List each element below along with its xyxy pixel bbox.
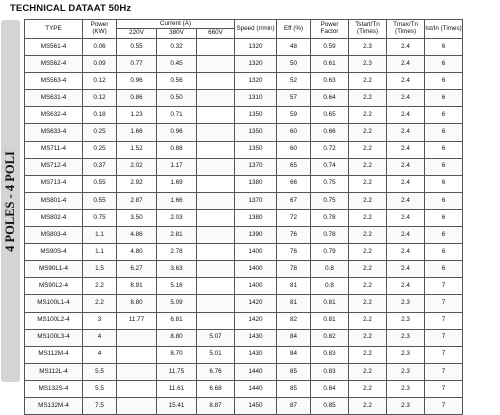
table-cell: 1400: [235, 244, 277, 261]
table-cell: 6: [425, 175, 463, 192]
table-cell: 2.2: [83, 295, 117, 312]
table-row: [25, 73, 497, 90]
table-cell: 2.3: [387, 363, 425, 380]
table-cell: MS713-4: [25, 175, 83, 192]
table-cell: 2.4: [387, 192, 425, 209]
table-cell: 0.83: [311, 363, 349, 380]
table-cell: 2.3: [349, 39, 387, 56]
table-cell: [197, 107, 235, 124]
table-cell: [197, 312, 235, 329]
table-cell: 2.2: [349, 397, 387, 414]
table-cell: 3.63: [157, 261, 197, 278]
table-cell: 6: [425, 261, 463, 278]
table-cell: 7: [425, 278, 463, 295]
table-cell: 0.75: [311, 192, 349, 209]
header-tstart: Tstart/Tn (Times): [349, 20, 387, 39]
table-cell: 1320: [235, 73, 277, 90]
table-cell: 2.03: [157, 209, 197, 226]
table-cell: 2.4: [387, 73, 425, 90]
table-cell: 1.1: [83, 227, 117, 244]
table-cell: 7: [425, 312, 463, 329]
table-cell: 6.76: [197, 363, 235, 380]
table-cell: 2.4: [387, 124, 425, 141]
table-cell: 3: [83, 312, 117, 329]
table-cell: 5.16: [157, 278, 197, 295]
table-cell: 5.5: [83, 363, 117, 380]
table-cell: 0.32: [157, 39, 197, 56]
table-row: [25, 158, 497, 175]
table-cell: 1370: [235, 192, 277, 209]
technical-data-table: [24, 19, 497, 415]
header-tmax: Tmax/Tn (Times): [387, 20, 425, 39]
table-cell: 6: [425, 227, 463, 244]
table-cell: 2.2: [349, 329, 387, 346]
table-cell: 1420: [235, 312, 277, 329]
table-cell: 0.78: [311, 227, 349, 244]
table-cell: MS100L2-4: [25, 312, 83, 329]
table-cell: MS90S-4: [25, 244, 83, 261]
table-row: [25, 141, 497, 158]
table-cell: [117, 346, 157, 363]
table-cell: 2.2: [349, 227, 387, 244]
table-cell: 76: [277, 227, 311, 244]
table-cell: 84: [277, 346, 311, 363]
table-cell: [197, 124, 235, 141]
table-row: [25, 192, 497, 209]
table-cell: [197, 141, 235, 158]
table-cell: MS801-4: [25, 192, 83, 209]
table-row: [25, 278, 497, 295]
table-row: [25, 107, 497, 124]
table-cell: 2.2: [349, 73, 387, 90]
header-220v: 220V: [117, 29, 157, 39]
table-cell: 2.92: [117, 175, 157, 192]
header-type: TYPE: [25, 20, 83, 39]
table-cell: 7.5: [83, 397, 117, 414]
table-cell: 2.3: [387, 397, 425, 414]
table-cell: 1310: [235, 90, 277, 107]
table-cell: 6: [425, 39, 463, 56]
table-cell: 0.06: [83, 39, 117, 56]
table-cell: 2.3: [387, 329, 425, 346]
table-cell: 2.3: [349, 56, 387, 73]
table-cell: 65: [277, 158, 311, 175]
table-cell: 60: [277, 124, 311, 141]
table-cell: 1390: [235, 227, 277, 244]
table-cell: MS711-4: [25, 141, 83, 158]
table-cell: [117, 329, 157, 346]
table-cell: 1.23: [117, 107, 157, 124]
table-cell: 85: [277, 363, 311, 380]
table-cell: 1420: [235, 295, 277, 312]
table-cell: 8.80: [117, 295, 157, 312]
table-cell: [117, 380, 157, 397]
table-cell: [197, 209, 235, 226]
header-380v: 380V: [157, 29, 197, 39]
table-cell: 6: [425, 56, 463, 73]
table-row: [25, 39, 497, 56]
table-cell: 4.80: [117, 244, 157, 261]
table-cell: 1350: [235, 107, 277, 124]
table-cell: 0.12: [83, 90, 117, 107]
table-cell: 72: [277, 209, 311, 226]
table-cell: MS633-4: [25, 124, 83, 141]
table-cell: 7: [425, 346, 463, 363]
table-cell: 52: [277, 73, 311, 90]
table-cell: 48: [277, 39, 311, 56]
table-cell: 0.66: [311, 124, 349, 141]
table-cell: 0.65: [311, 107, 349, 124]
table-cell: [197, 261, 235, 278]
table-cell: 2.4: [387, 90, 425, 107]
table-cell: 59: [277, 107, 311, 124]
table-cell: 1.69: [157, 175, 197, 192]
table-cell: 6: [425, 209, 463, 226]
table-cell: MS563-4: [25, 73, 83, 90]
table-cell: 5.01: [197, 346, 235, 363]
table-cell: 0.75: [311, 175, 349, 192]
table-cell: 50: [277, 56, 311, 73]
table-cell: 0.25: [83, 141, 117, 158]
table-row: [25, 329, 497, 346]
table-cell: [197, 192, 235, 209]
header-power: Power (KW): [83, 20, 117, 39]
table-cell: 6: [425, 124, 463, 141]
table-cell: 6: [425, 141, 463, 158]
table-cell: 2.4: [387, 175, 425, 192]
table-cell: 2.2: [349, 380, 387, 397]
table-cell: 0.12: [83, 73, 117, 90]
table-cell: 2.02: [117, 158, 157, 175]
table-cell: 2.81: [157, 227, 197, 244]
table-cell: 1320: [235, 39, 277, 56]
table-cell: 8.80: [157, 329, 197, 346]
table-cell: 2.4: [387, 278, 425, 295]
table-cell: 5.07: [197, 329, 235, 346]
table-cell: 7: [425, 295, 463, 312]
table-cell: [197, 39, 235, 56]
table-row: [25, 56, 497, 73]
table-cell: 2.2: [349, 346, 387, 363]
table-cell: 6: [425, 244, 463, 261]
table-cell: 5.09: [157, 295, 197, 312]
table-cell: 2.4: [387, 209, 425, 226]
table-cell: 1.66: [157, 192, 197, 209]
table-cell: 11.75: [157, 363, 197, 380]
table-cell: 1350: [235, 124, 277, 141]
table-cell: 1.17: [157, 158, 197, 175]
page-title: TECHNICAL DATAAT 50Hz: [10, 3, 132, 14]
table-row: [25, 175, 497, 192]
table-cell: 6.68: [197, 380, 235, 397]
table-cell: 2.2: [349, 312, 387, 329]
table-cell: 1.1: [83, 244, 117, 261]
table-cell: 2.2: [349, 261, 387, 278]
table-row: [25, 124, 497, 141]
table-cell: 6: [425, 107, 463, 124]
table-cell: 2.2: [349, 90, 387, 107]
table-cell: 2.4: [387, 227, 425, 244]
table-cell: MS100L3-4: [25, 329, 83, 346]
table-cell: 2.2: [349, 209, 387, 226]
table-cell: [197, 158, 235, 175]
table-cell: 3.50: [117, 209, 157, 226]
table-cell: 2.4: [387, 107, 425, 124]
table-cell: 2.2: [349, 244, 387, 261]
table-cell: 0.64: [311, 90, 349, 107]
table-cell: 2.2: [349, 278, 387, 295]
table-cell: 0.81: [311, 312, 349, 329]
table-cell: 0.09: [83, 56, 117, 73]
table-cell: 1.5: [83, 261, 117, 278]
table-cell: 2.2: [349, 175, 387, 192]
table-cell: [197, 175, 235, 192]
table-cell: 0.83: [311, 346, 349, 363]
table-cell: 6: [425, 73, 463, 90]
table-cell: 0.77: [117, 56, 157, 73]
table-cell: 0.50: [157, 90, 197, 107]
table-cell: 2.3: [387, 346, 425, 363]
table-cell: MS112M-4: [25, 346, 83, 363]
table-row: [25, 380, 497, 397]
table-row: [25, 295, 497, 312]
table-cell: [197, 295, 235, 312]
table-cell: 0.96: [157, 124, 197, 141]
table-cell: 2.2: [349, 158, 387, 175]
table-cell: 0.55: [117, 39, 157, 56]
table-cell: 1380: [235, 209, 277, 226]
table-cell: 0.85: [311, 397, 349, 414]
table-cell: 2.3: [387, 312, 425, 329]
table-cell: 0.75: [83, 209, 117, 226]
table-row: [25, 346, 497, 363]
header-eff: Eff (%): [277, 20, 311, 39]
table-body: [25, 39, 497, 415]
table-cell: 15.41: [157, 397, 197, 414]
table-cell: 0.56: [157, 73, 197, 90]
table-cell: 0.18: [83, 107, 117, 124]
table-cell: 1.66: [117, 124, 157, 141]
table-cell: 85: [277, 380, 311, 397]
table-cell: 82: [277, 312, 311, 329]
table-cell: 6: [425, 192, 463, 209]
table-cell: 0.59: [311, 39, 349, 56]
table-cell: 0.82: [311, 329, 349, 346]
table-cell: 57: [277, 90, 311, 107]
table-cell: 8.70: [157, 346, 197, 363]
table-cell: 60: [277, 141, 311, 158]
table-cell: 4: [83, 329, 117, 346]
table-cell: 2.4: [387, 158, 425, 175]
table-cell: 1380: [235, 175, 277, 192]
table-cell: 2.3: [387, 380, 425, 397]
table-cell: [197, 227, 235, 244]
table-cell: MS132M-4: [25, 397, 83, 414]
table-cell: 1400: [235, 278, 277, 295]
table-cell: 8.87: [197, 397, 235, 414]
table-cell: MS100L1-4: [25, 295, 83, 312]
table-cell: 0.71: [157, 107, 197, 124]
table-cell: MS112L-4: [25, 363, 83, 380]
table-cell: 1350: [235, 141, 277, 158]
table-cell: 1320: [235, 56, 277, 73]
table-cell: MS632-4: [25, 107, 83, 124]
header-power-factor: Power Factor: [311, 20, 349, 39]
table-cell: 7: [425, 363, 463, 380]
table-row: [25, 261, 497, 278]
table-cell: 1450: [235, 397, 277, 414]
table-cell: 0.88: [157, 141, 197, 158]
table-cell: 0.63: [311, 73, 349, 90]
table-row: [25, 397, 497, 414]
table-cell: 87: [277, 397, 311, 414]
table-cell: 2.4: [387, 261, 425, 278]
table-cell: 0.25: [83, 124, 117, 141]
header-speed: Speed (r/min): [235, 20, 277, 39]
table-cell: 2.2: [349, 295, 387, 312]
table-cell: 2.87: [117, 192, 157, 209]
table-cell: 0.8: [311, 261, 349, 278]
table-cell: 2.4: [387, 141, 425, 158]
table-cell: 2.4: [387, 244, 425, 261]
table-cell: MS90L1-4: [25, 261, 83, 278]
table-cell: 76: [277, 244, 311, 261]
table-cell: [197, 90, 235, 107]
table-cell: 1440: [235, 363, 277, 380]
header-ist: Ist/In (Times): [425, 20, 463, 39]
table-cell: 0.8: [311, 278, 349, 295]
side-label-bar: [1, 20, 20, 382]
table-cell: MS562-4: [25, 56, 83, 73]
table-cell: [197, 278, 235, 295]
table-cell: MS631-4: [25, 90, 83, 107]
table-cell: 2.2: [349, 141, 387, 158]
table-cell: 2.2: [349, 192, 387, 209]
table-row: [25, 90, 497, 107]
table-cell: 1370: [235, 158, 277, 175]
table-cell: [117, 363, 157, 380]
table-cell: 7: [425, 397, 463, 414]
table-cell: 0.45: [157, 56, 197, 73]
table-cell: 2.4: [387, 56, 425, 73]
table-cell: MS712-4: [25, 158, 83, 175]
table-cell: MS561-4: [25, 39, 83, 56]
table-cell: 0.78: [311, 209, 349, 226]
table-cell: 4: [83, 346, 117, 363]
table-cell: 78: [277, 261, 311, 278]
table-cell: 7: [425, 329, 463, 346]
table-cell: 11.61: [157, 380, 197, 397]
table-cell: 8.91: [117, 278, 157, 295]
table-cell: 0.72: [311, 141, 349, 158]
table-cell: [197, 244, 235, 261]
table-cell: MS132S-4: [25, 380, 83, 397]
table-cell: [197, 56, 235, 73]
table-cell: 2.2: [349, 107, 387, 124]
table-cell: 84: [277, 329, 311, 346]
table-row: [25, 312, 497, 329]
table-cell: 2.4: [387, 39, 425, 56]
table-cell: 0.74: [311, 158, 349, 175]
table-row: [25, 244, 497, 261]
header-current: Current (A): [117, 20, 235, 29]
table-cell: 67: [277, 192, 311, 209]
table-row: [25, 209, 497, 226]
table-cell: 11.77: [117, 312, 157, 329]
table-cell: 81: [277, 295, 311, 312]
table-cell: 0.55: [83, 192, 117, 209]
table-cell: 66: [277, 175, 311, 192]
table-cell: 0.55: [83, 175, 117, 192]
table-cell: 6.81: [157, 312, 197, 329]
table-cell: 0.96: [117, 73, 157, 90]
table-cell: 0.84: [311, 380, 349, 397]
table-cell: 6: [425, 90, 463, 107]
header-660v: 660V: [197, 29, 235, 39]
table-cell: 1430: [235, 329, 277, 346]
table-cell: 1.52: [117, 141, 157, 158]
table-cell: 1440: [235, 380, 277, 397]
table-row: [25, 363, 497, 380]
table-cell: [117, 397, 157, 414]
table-cell: MS802-4: [25, 209, 83, 226]
table-cell: 6.27: [117, 261, 157, 278]
table-cell: 0.61: [311, 56, 349, 73]
table-cell: 1400: [235, 261, 277, 278]
table-cell: 2.2: [83, 278, 117, 295]
table-row: [25, 227, 497, 244]
table-cell: 5.5: [83, 380, 117, 397]
table-cell: 7: [425, 380, 463, 397]
side-label: 4 POLES - 4 POLI: [3, 150, 17, 252]
table-cell: 81: [277, 278, 311, 295]
table-cell: [197, 73, 235, 90]
table-cell: 2.3: [387, 295, 425, 312]
table-cell: 2.78: [157, 244, 197, 261]
table-cell: 0.37: [83, 158, 117, 175]
table-cell: 4.86: [117, 227, 157, 244]
table-cell: 2.2: [349, 124, 387, 141]
table-cell: 6: [425, 158, 463, 175]
table-cell: 0.81: [311, 295, 349, 312]
table-cell: 0.79: [311, 244, 349, 261]
table-cell: 2.2: [349, 363, 387, 380]
table-cell: MS90L2-4: [25, 278, 83, 295]
table-cell: MS803-4: [25, 227, 83, 244]
table-cell: 0.86: [117, 90, 157, 107]
table-cell: 1430: [235, 346, 277, 363]
